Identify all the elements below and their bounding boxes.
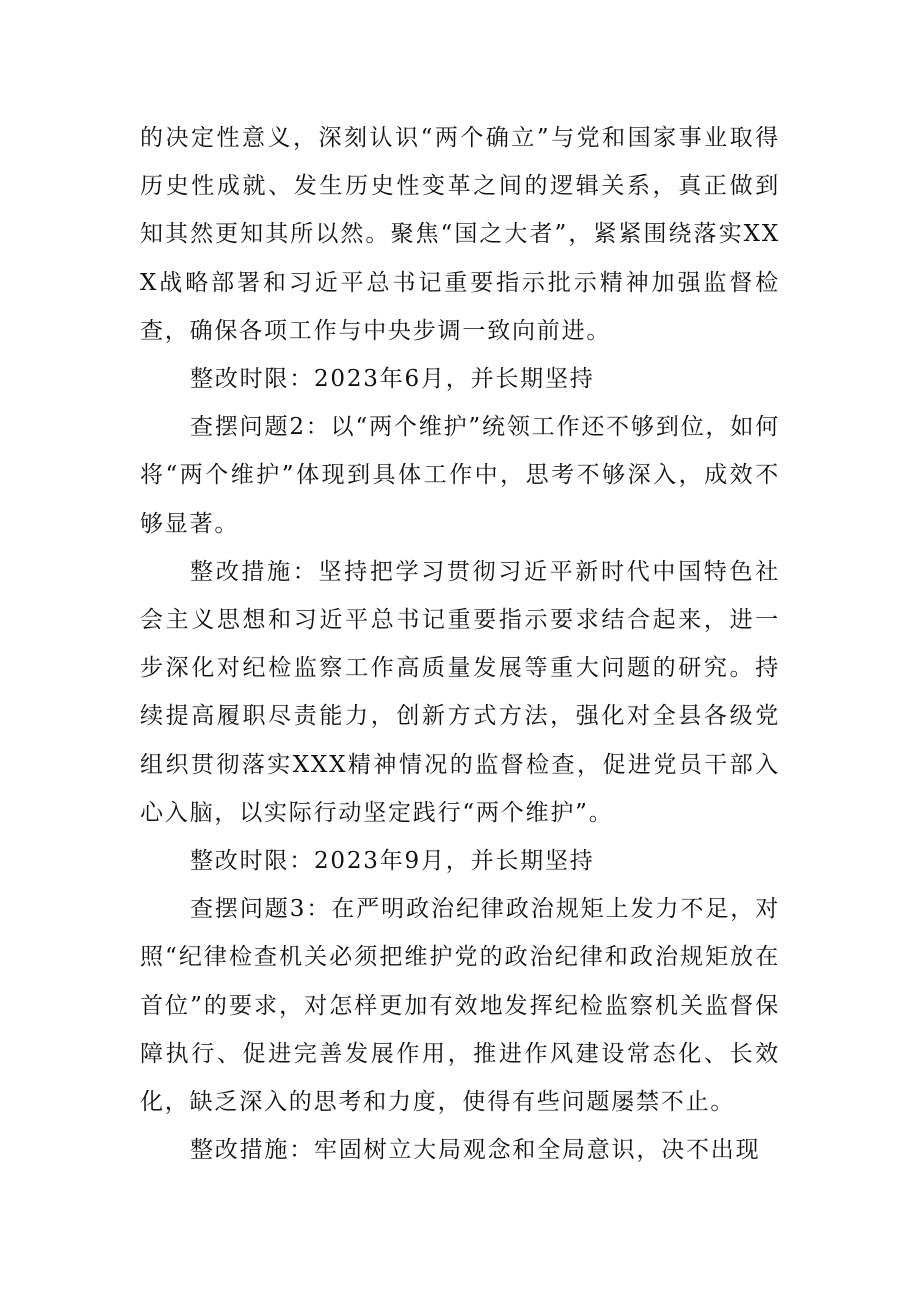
paragraph-measures-3: 整改措施：牢固树立大局观念和全局意识，决不出现 — [190, 1137, 761, 1164]
paragraph-continuation: 的决定性意义，深刻认识“两个确立”与党和国家事业取得历史性成就、发生历史性变革之间的逻辑关系，真正做到知其然更知其所以然。聚焦“国之大者”，紧紧围绕落实XXX战略部署和习近平总书记重要指示批示精神加强监督检查，确保各项工作与中央步调一致向前进。 — [140, 125, 780, 344]
paragraph-measures-2: 整改措施：坚持把学习贯彻习近平新时代中国特色社会主义思想和习近平总书记重要指示要求结合起来，进一步深化对纪检监察工作高质量发展等重大问题的研究。持续提高履职尽责能力，创新方式方法，强化对全县各级党组织贯彻落实XXX精神情况的监督检查，促进党员干部入心入脑，以实际行动坚定践行“两个维护”。 — [140, 558, 780, 826]
paragraph-problem-3: 查摆问题3：在严明政治纪律政治规矩上发力不足，对照“纪律检查机关必须把维护党的政治纪律和政治规矩放在首位”的要求，对怎样更加有效地发挥纪检监察机关监督保障执行、促进完善发展作用，推进作风建设常态化、长效化，缺乏深入的思考和力度，使得有些问题屡禁不止。 — [140, 896, 780, 1116]
document-page — [140, 114, 780, 1174]
paragraph-problem-2: 查摆问题2：以“两个维护”统领工作还不够到位，如何将“两个维护”体现到具体工作中，思考不够深入，成效不够显著。 — [140, 414, 780, 537]
paragraph-deadline-1: 整改时限：2023年6月，并长期坚持 — [190, 366, 595, 393]
paragraph-deadline-2: 整改时限：2023年9月，并长期坚持 — [190, 848, 595, 875]
